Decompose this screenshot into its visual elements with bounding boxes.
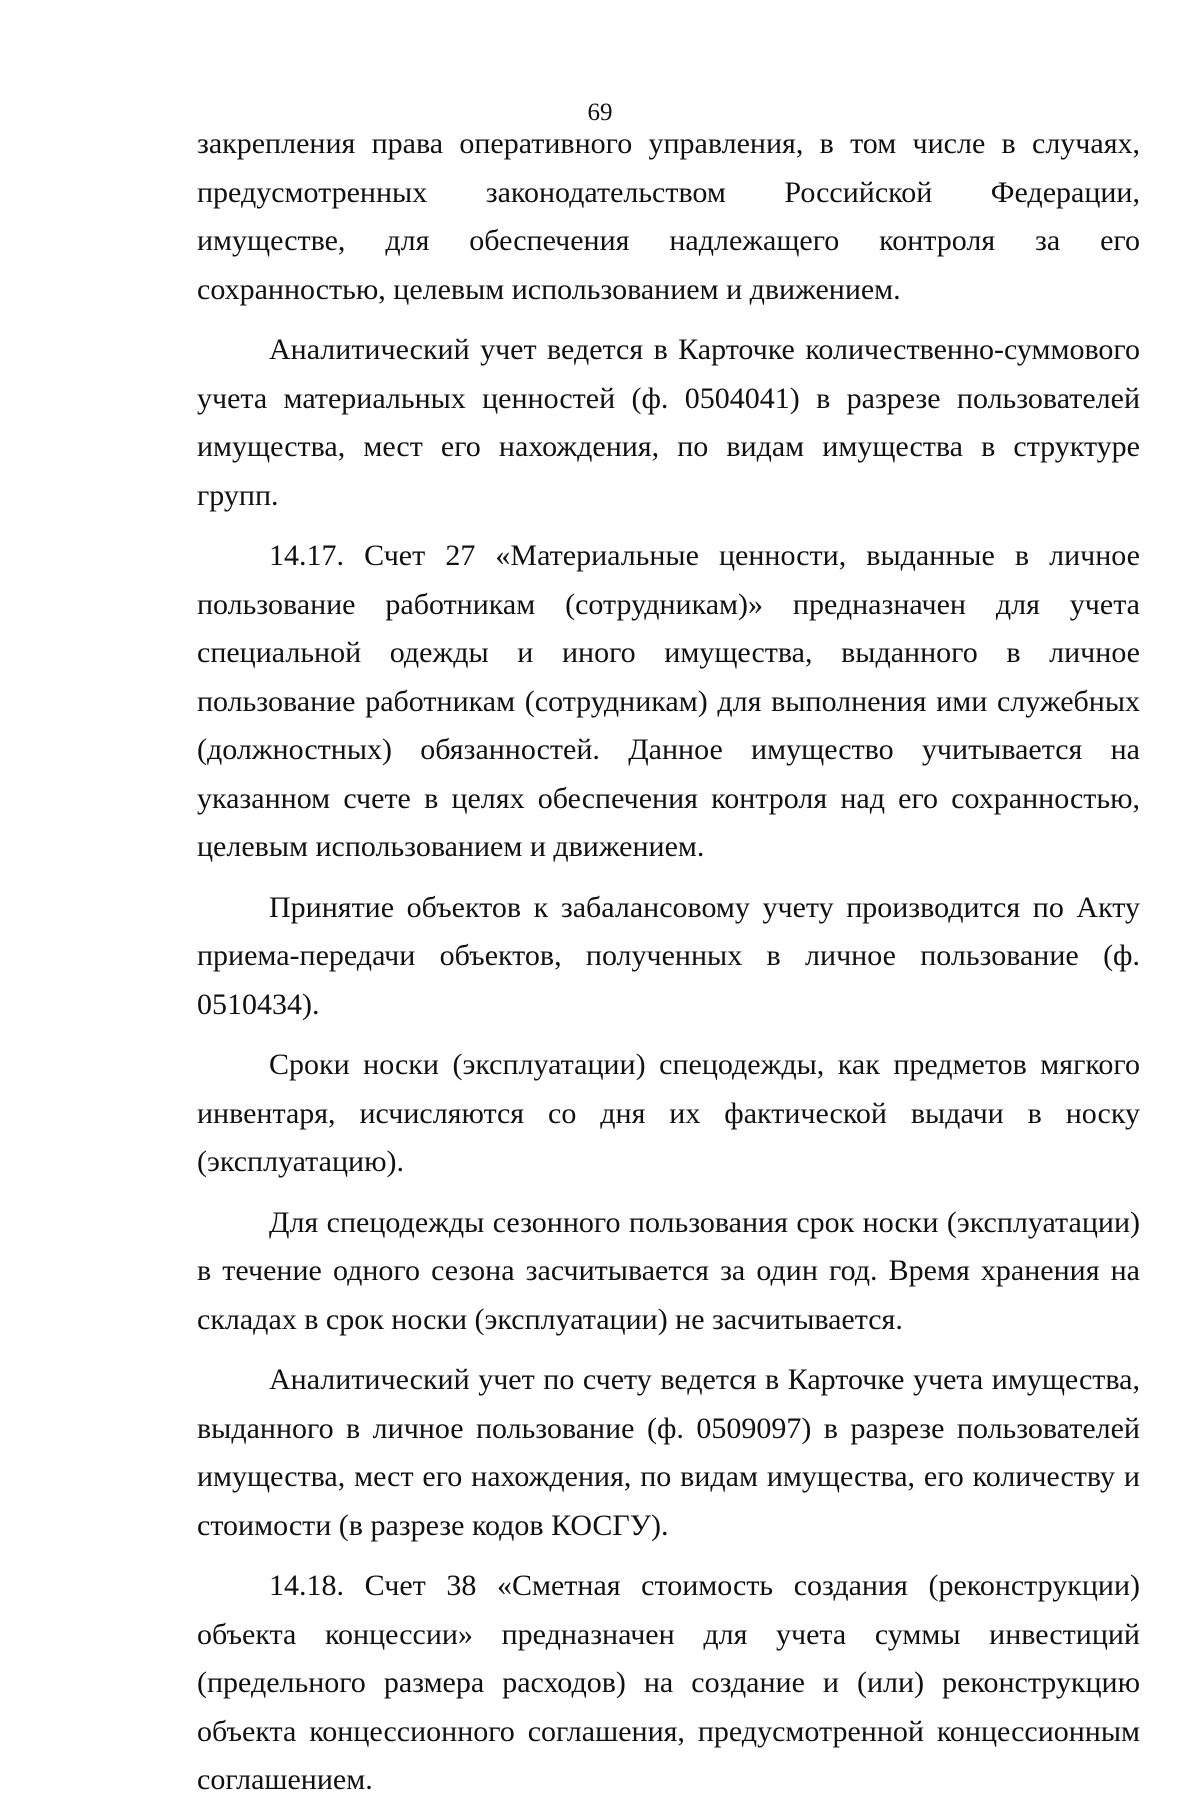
paragraph: Аналитический учет ведется в Карточке количественно-суммового учета материальных ценностей (ф. 0504041) в разрезе пользователей имущества, мест его нахождения, по видам имущества в структуре групп. (197, 333, 1140, 512)
paragraph: 14.17. Счет 27 «Материальные ценности, выданные в личное пользование работникам (сотрудникам)» предназначен для учета специальной одежды и иного имущества, выданного в личное пользование работникам (сотрудникам) для выполнения ими служебных (должностных) обязанностей. Данное имущество учитывается на указанном счете в целях обеспечения контроля над его сохранностью, целевым использованием и движением. (197, 539, 1140, 863)
paragraph: 14.18. Счет 38 «Сметная стоимость создания (реконструкции) объекта концессии» предназначен для учета суммы инвестиций (предельного размера расходов) на создание и (или) реконструкцию объекта концессионного соглашения, предусмотренной концессионным соглашением. (197, 1569, 1140, 1796)
paragraph: Сроки носки (эксплуатации) спецодежды, как предметов мягкого инвентаря, исчисляются со дня их фактической выдачи в носку (эксплуатацию). (197, 1048, 1140, 1178)
document-body (197, 120, 1140, 1817)
paragraph: Для спецодежды сезонного пользования срок носки (эксплуатации) в течение одного сезона засчитывается за один год. Время хранения на складах в срок носки (эксплуатации) не засчитывается. (197, 1205, 1140, 1336)
paragraph: закрепления права оперативного управления, в том числе в случаях, предусмотренных законодательством Российской Федерации, имуществе, для обеспечения надлежащего контроля за его сохранностью, целевым использованием и движением. (197, 127, 1140, 306)
paragraph: Принятие объектов к забалансовому учету производится по Акту приема-передачи объектов, полученных в личное пользование (ф. 0510434). (197, 890, 1140, 1021)
paragraph: Аналитический учет по счету ведется в Карточке учета имущества, выданного в личное пользование (ф. 0509097) в разрезе пользователей имущества, мест его нахождения, по видам имущества, его количеству и стоимости (в разрезе кодов КОСГУ). (197, 1363, 1140, 1542)
page-number: 69 (587, 99, 613, 126)
